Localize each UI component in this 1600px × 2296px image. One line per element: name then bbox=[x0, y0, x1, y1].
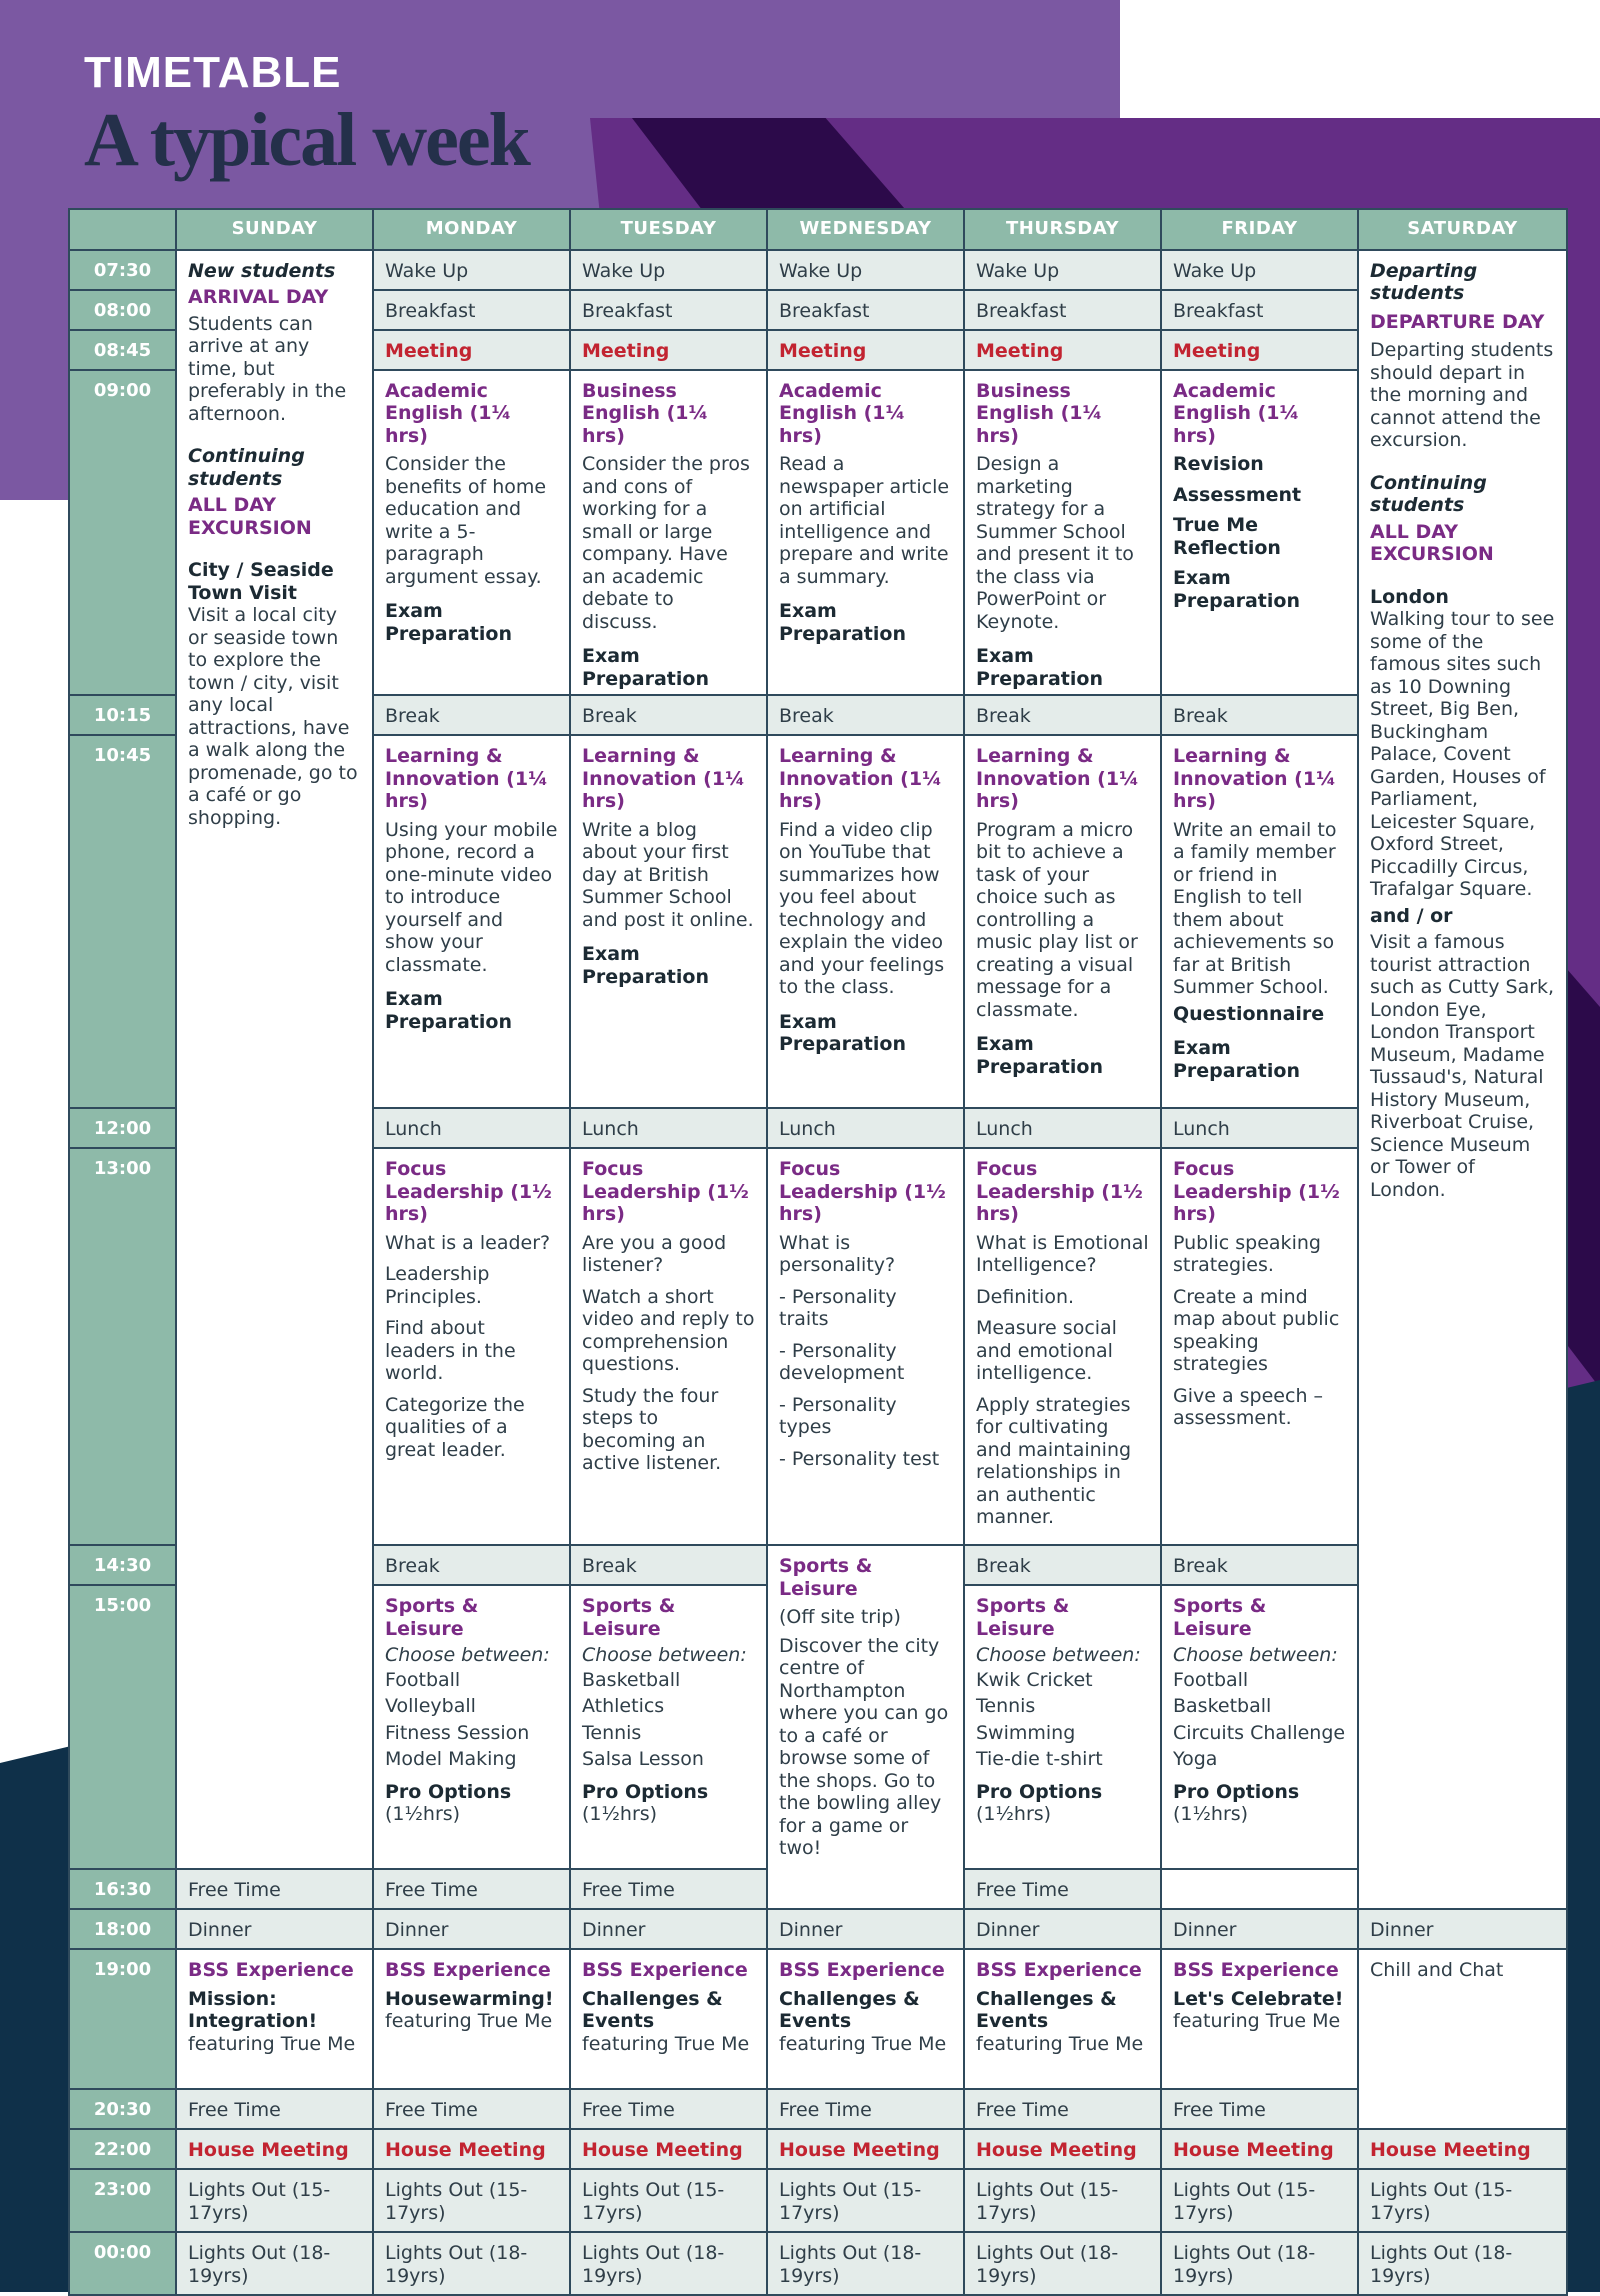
session-point: Apply strategies for cultivating and maintaining relationships in an authentic manner. bbox=[976, 1393, 1132, 1528]
sport-option: Salsa Lesson bbox=[582, 1748, 704, 1770]
time-label: 20:30 bbox=[69, 2089, 176, 2129]
time-label: 07:30 bbox=[69, 250, 176, 290]
bss-featuring: featuring True Me bbox=[779, 2032, 947, 2055]
day-header-thursday: THURSDAY bbox=[964, 209, 1161, 250]
bss-title: BSS Experience bbox=[779, 1959, 945, 1981]
time-label: 18:00 bbox=[69, 1909, 176, 1949]
saturday-departure-text: Departing students should depart in the morning and cannot attend the excursion. bbox=[1370, 339, 1554, 451]
session-title: Learning & Innovation (1¼ hrs) bbox=[1173, 745, 1336, 812]
time-label: 08:00 bbox=[69, 290, 176, 330]
session-text: Write an email to a family member or friend in English to tell them about achievements so far at British Summer School. bbox=[1173, 818, 1337, 998]
revision: Revision bbox=[1173, 453, 1264, 475]
choose-between: Choose between: bbox=[976, 1644, 1141, 1666]
session-text: Program a micro bit to achieve a task of your choice such as controlling a music play list or creating a visual message for a classmate. bbox=[976, 818, 1138, 1021]
thursday-free-time: Free Time bbox=[570, 1869, 767, 1909]
session-point: What is Emotional Intelligence? bbox=[976, 1231, 1149, 1276]
session-title: Learning & Innovation (1¼ hrs) bbox=[385, 745, 548, 812]
tuesday-lights-out-2: Lights Out (18-19yrs) bbox=[570, 2232, 767, 2295]
thursday-dinner: Dinner bbox=[964, 1909, 1161, 1949]
thursday-session-3 bbox=[964, 1148, 1161, 1545]
friday-session-3 bbox=[1161, 1148, 1358, 1545]
time-label: 00:00 bbox=[69, 2232, 176, 2295]
bss-title: BSS Experience bbox=[582, 1959, 748, 1981]
wednesday-lunch: Lunch bbox=[767, 1108, 964, 1148]
monday-lights-out-1: Lights Out (15-17yrs) bbox=[373, 2169, 570, 2232]
session-point: Give a speech – assessment. bbox=[1173, 1384, 1324, 1429]
session-text: Write a blog about your first day at British Summer School and post it online. bbox=[582, 818, 754, 931]
thursday-free-time-2: Free Time bbox=[964, 2089, 1161, 2129]
row-2300 bbox=[69, 2169, 1567, 2232]
friday-break: Break bbox=[1161, 695, 1358, 735]
thursday-session-2 bbox=[964, 735, 1161, 1108]
friday-lights-out-2: Lights Out (18-19yrs) bbox=[1161, 2232, 1358, 2295]
thursday-house-meeting: House Meeting bbox=[964, 2129, 1161, 2169]
day-header-sunday: SUNDAY bbox=[176, 209, 373, 250]
wednesday-lights-out-1: Lights Out (15-17yrs) bbox=[767, 2169, 964, 2232]
tuesday-sports bbox=[570, 1585, 767, 1869]
saturday-london-title: London bbox=[1370, 585, 1449, 608]
bss-title: BSS Experience bbox=[976, 1959, 1142, 1981]
day-header-tuesday: TUESDAY bbox=[570, 209, 767, 250]
exam-preparation: Exam Preparation bbox=[385, 600, 512, 645]
bss-name: Challenges & Events bbox=[976, 1987, 1117, 2032]
tuesday-bss bbox=[570, 1949, 767, 2089]
saturday-and-or: and / or bbox=[1370, 904, 1453, 927]
sport-option: Kwik Cricket bbox=[976, 1668, 1093, 1691]
session-point: Find about leaders in the world. bbox=[385, 1317, 516, 1384]
sports-title: Sports & Leisure bbox=[582, 1595, 676, 1640]
wednesday-bss bbox=[767, 1949, 964, 2089]
wednesday-breakfast: Breakfast bbox=[767, 290, 964, 330]
sport-option: Yoga bbox=[1173, 1748, 1218, 1770]
friday-session-2 bbox=[1161, 735, 1358, 1108]
monday-bss bbox=[373, 1949, 570, 2089]
session-point: Categorize the qualities of a great leader. bbox=[385, 1393, 525, 1461]
sport-option: Athletics bbox=[582, 1695, 665, 1717]
bss-featuring: featuring True Me bbox=[976, 2032, 1144, 2055]
session-title: Focus Leadership (1½ hrs) bbox=[1173, 1158, 1340, 1225]
session-point: - Personality test bbox=[779, 1447, 940, 1470]
monday-break: Break bbox=[373, 695, 570, 735]
exam-preparation: Exam Preparation bbox=[385, 988, 512, 1033]
timetable bbox=[68, 208, 1568, 2296]
day-header-monday: MONDAY bbox=[373, 209, 570, 250]
wednesday-house-meeting: House Meeting bbox=[767, 2129, 964, 2169]
session-title: Focus Leadership (1½ hrs) bbox=[976, 1158, 1143, 1225]
sport-option: Swimming bbox=[976, 1721, 1076, 1744]
thursday-lunch: Lunch bbox=[964, 1108, 1161, 1148]
friday-break-2: Break bbox=[1161, 1545, 1358, 1585]
friday-sports bbox=[1161, 1585, 1358, 1869]
tuesday-session-3 bbox=[570, 1148, 767, 1545]
wednesday-free-time: Free Time bbox=[767, 2089, 964, 2129]
sport-option: Model Making bbox=[385, 1748, 517, 1770]
heading-label: TIMETABLE bbox=[84, 48, 342, 97]
bss-featuring: featuring True Me bbox=[188, 2032, 356, 2055]
corner-cell bbox=[69, 209, 176, 250]
tuesday-break-2: Break bbox=[570, 1545, 767, 1585]
monday-dinner: Dinner bbox=[373, 1909, 570, 1949]
bss-name: Housewarming! bbox=[385, 1987, 554, 2010]
sunday-new-students: New students bbox=[188, 259, 336, 282]
session-title: Academic English (1¼ hrs) bbox=[385, 379, 512, 447]
thursday-bss bbox=[964, 1949, 1161, 2089]
saturday-chill: Chill and Chat bbox=[1358, 1949, 1567, 2129]
true-me-reflection: True Me Reflection bbox=[1173, 514, 1281, 559]
thursday-session-1 bbox=[964, 370, 1161, 696]
friday-free-time: Free Time bbox=[964, 1869, 1161, 1909]
session-point: Public speaking strategies. bbox=[1173, 1231, 1321, 1276]
pro-options: Pro Options bbox=[385, 1780, 512, 1803]
thursday-sports bbox=[964, 1585, 1161, 1869]
session-title: Focus Leadership (1½ hrs) bbox=[779, 1158, 946, 1225]
friday-free-time-2: Free Time bbox=[1161, 2089, 1358, 2129]
time-label: 19:00 bbox=[69, 1949, 176, 2089]
session-title: Business English (1¼ hrs) bbox=[976, 379, 1103, 447]
sports-text: Discover the city centre of Northampton where you can go to a café or browse some of the shops. Go to the bowling alley for a game or two! bbox=[779, 1634, 949, 1859]
wednesday-lights-out-2: Lights Out (18-19yrs) bbox=[767, 2232, 964, 2295]
sports-title: Sports & Leisure bbox=[779, 1555, 873, 1600]
monday-meeting: Meeting bbox=[373, 330, 570, 370]
session-point: Leadership Principles. bbox=[385, 1263, 490, 1308]
bss-featuring: featuring True Me bbox=[1173, 2010, 1341, 2032]
session-text: Using your mobile phone, record a one-minute video to introduce yourself and show your classmate. bbox=[385, 818, 558, 976]
thursday-wake: Wake Up bbox=[964, 250, 1161, 290]
monday-breakfast: Breakfast bbox=[373, 290, 570, 330]
tuesday-house-meeting: House Meeting bbox=[570, 2129, 767, 2169]
session-point: Create a mind map about public speaking strategies bbox=[1173, 1285, 1340, 1375]
time-label: 12:00 bbox=[69, 1108, 176, 1148]
thursday-break: Break bbox=[964, 695, 1161, 735]
sport-option: Fitness Session bbox=[385, 1721, 530, 1744]
pro-options-hours: (1½hrs) bbox=[976, 1803, 1052, 1825]
header-row bbox=[69, 209, 1567, 250]
friday-lights-out-1: Lights Out (15-17yrs) bbox=[1161, 2169, 1358, 2232]
session-text: Find a video clip on YouTube that summarizes how you feel about technology and explain the video and your feelings to the class. bbox=[779, 818, 945, 998]
time-label: 15:00 bbox=[69, 1585, 176, 1869]
friday-dinner: Dinner bbox=[1161, 1909, 1358, 1949]
saturday-continuing-students: Continuing students bbox=[1370, 471, 1487, 516]
sunday-dinner: Dinner bbox=[176, 1909, 373, 1949]
time-label: 22:00 bbox=[69, 2129, 176, 2169]
wednesday-session-1 bbox=[767, 370, 964, 696]
wednesday-dinner: Dinner bbox=[767, 1909, 964, 1949]
thursday-lights-out-2: Lights Out (18-19yrs) bbox=[964, 2232, 1161, 2295]
session-point: Measure social and emotional intelligence. bbox=[976, 1317, 1117, 1384]
exam-preparation: Exam Preparation bbox=[976, 1033, 1103, 1078]
exam-preparation: Exam Preparation bbox=[1173, 1037, 1300, 1082]
row-1800 bbox=[69, 1909, 1567, 1949]
tuesday-dinner: Dinner bbox=[570, 1909, 767, 1949]
saturday-departing-students: Departing students bbox=[1370, 259, 1478, 304]
sport-option: Tennis bbox=[976, 1695, 1036, 1717]
bss-title: BSS Experience bbox=[385, 1959, 551, 1981]
session-title: Academic English (1¼ hrs) bbox=[1173, 379, 1300, 447]
sunday-house-meeting: House Meeting bbox=[176, 2129, 373, 2169]
pro-options-hours: (1½hrs) bbox=[582, 1803, 658, 1825]
session-text: Consider the benefits of home education and write a 5-paragraph argument essay. bbox=[385, 453, 547, 588]
monday-house-meeting: House Meeting bbox=[373, 2129, 570, 2169]
session-text: Design a marketing strategy for a Summer School and present it to the class via PowerPoint or Keynote. bbox=[976, 453, 1134, 633]
exam-preparation: Exam Preparation bbox=[976, 645, 1103, 690]
tuesday-break: Break bbox=[570, 695, 767, 735]
session-title: Learning & Innovation (1¼ hrs) bbox=[779, 745, 942, 812]
questionnaire: Questionnaire bbox=[1173, 1002, 1325, 1025]
page-heading bbox=[84, 48, 529, 182]
saturday-excursion: ALL DAY EXCURSION bbox=[1370, 520, 1494, 565]
exam-preparation: Exam Preparation bbox=[582, 943, 709, 988]
monday-session-2 bbox=[373, 735, 570, 1108]
tuesday-lights-out-1: Lights Out (15-17yrs) bbox=[570, 2169, 767, 2232]
bss-title: BSS Experience bbox=[1173, 1959, 1339, 1981]
tuesday-session-1 bbox=[570, 370, 767, 696]
session-title: Learning & Innovation (1¼ hrs) bbox=[976, 745, 1139, 812]
wednesday-session-3 bbox=[767, 1148, 964, 1545]
time-label: 23:00 bbox=[69, 2169, 176, 2232]
wednesday-sports bbox=[767, 1545, 964, 1909]
sport-option: Football bbox=[1173, 1668, 1249, 1691]
sport-option: Tie-die t-shirt bbox=[976, 1748, 1103, 1770]
monday-free-time-2: Free Time bbox=[373, 2089, 570, 2129]
tuesday-breakfast: Breakfast bbox=[570, 290, 767, 330]
sports-title: Sports & Leisure bbox=[976, 1595, 1070, 1640]
monday-sports bbox=[373, 1585, 570, 1869]
wednesday-meeting: Meeting bbox=[767, 330, 964, 370]
sunday-continuing-students: Continuing students bbox=[188, 445, 305, 490]
sport-option: Basketball bbox=[1173, 1695, 1272, 1717]
sports-title: Sports & Leisure bbox=[385, 1595, 479, 1640]
day-header-wednesday: WEDNESDAY bbox=[767, 209, 964, 250]
row-1900 bbox=[69, 1949, 1567, 2089]
sport-option: Circuits Challenge bbox=[1173, 1721, 1346, 1744]
saturday-house-meeting: House Meeting bbox=[1358, 2129, 1567, 2169]
sunday-lights-out-1: Lights Out (15-17yrs) bbox=[176, 2169, 373, 2232]
exam-preparation: Exam Preparation bbox=[582, 645, 709, 690]
sunday-excursion: ALL DAY EXCURSION bbox=[188, 494, 312, 539]
row-2030 bbox=[69, 2089, 1567, 2129]
session-point: What is a leader? bbox=[385, 1231, 551, 1254]
saturday-london-text: Walking tour to see some of the famous sites such as 10 Downing Street, Big Ben, Buckingham Palace, Covent Garden, Houses of Parliament, Leicester Square, Oxford Street, Piccadilly Circus, Trafalgar Square. bbox=[1370, 608, 1555, 900]
tuesday-lunch: Lunch bbox=[570, 1108, 767, 1148]
session-point: - Personality types bbox=[779, 1393, 897, 1438]
wednesday-session-2 bbox=[767, 735, 964, 1108]
sunday-free-time: Free Time bbox=[176, 2089, 373, 2129]
session-title: Learning & Innovation (1¼ hrs) bbox=[582, 745, 745, 812]
sunday-arrival-text: Students can arrive at any time, but preferably in the afternoon. bbox=[188, 312, 347, 425]
bss-featuring: featuring True Me bbox=[582, 2032, 750, 2055]
session-point: Study the four steps to becoming an active listener. bbox=[582, 1384, 722, 1474]
exam-preparation: Exam Preparation bbox=[779, 600, 906, 645]
time-label: 13:00 bbox=[69, 1148, 176, 1545]
tuesday-free-time-2: Free Time bbox=[570, 2089, 767, 2129]
pro-options: Pro Options bbox=[976, 1780, 1103, 1803]
time-label: 16:30 bbox=[69, 1869, 176, 1909]
bss-title: BSS Experience bbox=[188, 1959, 354, 1981]
sport-option: Football bbox=[385, 1668, 461, 1691]
time-label: 14:30 bbox=[69, 1545, 176, 1585]
monday-wake: Wake Up bbox=[373, 250, 570, 290]
session-point: Watch a short video and reply to comprehension questions. bbox=[582, 1285, 755, 1375]
sunday-arrival-day: ARRIVAL DAY bbox=[188, 286, 329, 308]
page-title: A typical week bbox=[84, 98, 529, 182]
bss-featuring: featuring True Me bbox=[385, 2010, 553, 2032]
saturday-dinner: Dinner bbox=[1358, 1909, 1567, 1949]
saturday-day-cell bbox=[1358, 250, 1567, 1910]
monday-lunch: Lunch bbox=[373, 1108, 570, 1148]
pro-options: Pro Options bbox=[1173, 1780, 1300, 1803]
bss-name: Let's Celebrate! bbox=[1173, 1987, 1344, 2010]
bss-name: Challenges & Events bbox=[779, 1987, 920, 2032]
pro-options: Pro Options bbox=[582, 1780, 709, 1803]
sports-title: Sports & Leisure bbox=[1173, 1595, 1267, 1640]
thursday-meeting: Meeting bbox=[964, 330, 1161, 370]
session-text: Read a newspaper article on artificial intelligence and prepare and write a summary. bbox=[779, 453, 950, 588]
friday-meeting: Meeting bbox=[1161, 330, 1358, 370]
day-header-saturday: SATURDAY bbox=[1358, 209, 1567, 250]
friday-lunch: Lunch bbox=[1161, 1108, 1358, 1148]
saturday-lights-out-2: Lights Out (18-19yrs) bbox=[1358, 2232, 1567, 2295]
choose-between: Choose between: bbox=[582, 1644, 747, 1666]
friday-house-meeting: House Meeting bbox=[1161, 2129, 1358, 2169]
friday-session-1 bbox=[1161, 370, 1358, 696]
monday-lights-out-2: Lights Out (18-19yrs) bbox=[373, 2232, 570, 2295]
session-point: Definition. bbox=[976, 1285, 1075, 1308]
assessment: Assessment bbox=[1173, 483, 1302, 506]
choose-between: Choose between: bbox=[1173, 1644, 1338, 1666]
bss-name: Mission: Integration! bbox=[188, 1987, 318, 2032]
session-point: - Personality development bbox=[779, 1339, 905, 1384]
monday-session-3 bbox=[373, 1148, 570, 1545]
sport-option: Basketball bbox=[582, 1668, 681, 1691]
sunday-lights-out-2: Lights Out (18-19yrs) bbox=[176, 2232, 373, 2295]
off-site-trip: (Off site trip) bbox=[779, 1606, 901, 1628]
tuesday-session-2 bbox=[570, 735, 767, 1108]
tuesday-wake: Wake Up bbox=[570, 250, 767, 290]
thursday-break-2: Break bbox=[964, 1545, 1161, 1585]
session-title: Academic English (1¼ hrs) bbox=[779, 379, 906, 447]
sport-option: Volleyball bbox=[385, 1695, 476, 1717]
pro-options-hours: (1½hrs) bbox=[385, 1803, 461, 1825]
sport-option: Tennis bbox=[582, 1721, 642, 1744]
wednesday-wake: Wake Up bbox=[767, 250, 964, 290]
session-title: Focus Leadership (1½ hrs) bbox=[582, 1158, 749, 1225]
saturday-lights-out-1: Lights Out (15-17yrs) bbox=[1358, 2169, 1567, 2232]
time-label: 08:45 bbox=[69, 330, 176, 370]
thursday-breakfast: Breakfast bbox=[964, 290, 1161, 330]
session-point: Are you a good listener? bbox=[582, 1231, 727, 1276]
session-point: What is personality? bbox=[779, 1231, 896, 1276]
exam-preparation: Exam Preparation bbox=[1173, 567, 1300, 612]
time-label: 10:15 bbox=[69, 695, 176, 735]
session-title: Business English (1¼ hrs) bbox=[582, 379, 709, 447]
tuesday-free-time: Free Time bbox=[373, 1869, 570, 1909]
sunday-day-cell bbox=[176, 250, 373, 1870]
monday-free-time: Free Time bbox=[176, 1869, 373, 1909]
monday-break-2: Break bbox=[373, 1545, 570, 1585]
saturday-attraction-text: Visit a famous tourist attraction such as Cutty Sark, London Eye, London Transport Museum, Madame Tussaud's, Natural History Museum, Riverboat Cruise, Science Museum or Tower of London. bbox=[1370, 931, 1555, 1201]
saturday-departure-day: DEPARTURE DAY bbox=[1370, 310, 1545, 333]
day-header-friday: FRIDAY bbox=[1161, 209, 1358, 250]
sunday-visit-title: City / Seaside Town Visit bbox=[188, 559, 334, 604]
friday-wake: Wake Up bbox=[1161, 250, 1358, 290]
pro-options-hours: (1½hrs) bbox=[1173, 1803, 1249, 1825]
thursday-lights-out-1: Lights Out (15-17yrs) bbox=[964, 2169, 1161, 2232]
session-title: Focus Leadership (1½ hrs) bbox=[385, 1158, 552, 1225]
friday-breakfast: Breakfast bbox=[1161, 290, 1358, 330]
wednesday-break: Break bbox=[767, 695, 964, 735]
time-label: 09:00 bbox=[69, 370, 176, 696]
row-2200 bbox=[69, 2129, 1567, 2169]
tuesday-meeting: Meeting bbox=[570, 330, 767, 370]
time-label: 10:45 bbox=[69, 735, 176, 1108]
session-text: Consider the pros and cons of working for a small or large company. Have an academic debate to discuss. bbox=[582, 453, 750, 633]
sunday-visit-text: Visit a local city or seaside town to explore the town / city, visit any local attractions, have a walk along the promenade, go to a café or go shopping. bbox=[188, 604, 358, 829]
choose-between: Choose between: bbox=[385, 1644, 550, 1666]
row-0000 bbox=[69, 2232, 1567, 2295]
exam-preparation: Exam Preparation bbox=[779, 1010, 906, 1055]
session-point: - Personality traits bbox=[779, 1285, 897, 1330]
row-0730 bbox=[69, 250, 1567, 290]
bss-name: Challenges & Events bbox=[582, 1987, 723, 2032]
friday-bss bbox=[1161, 1949, 1358, 2089]
sunday-bss bbox=[176, 1949, 373, 2089]
monday-session-1 bbox=[373, 370, 570, 696]
